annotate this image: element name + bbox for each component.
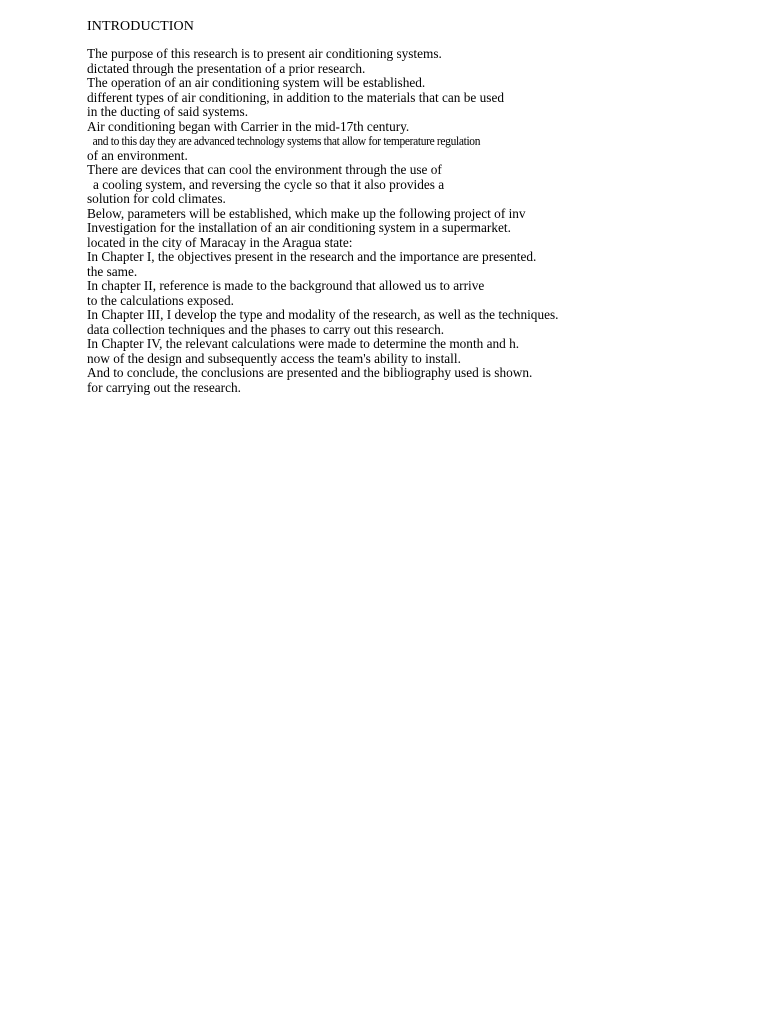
paragraph-line: a cooling system, and reversing the cycle so that it also provides a: [93, 176, 445, 192]
paragraph-line: data collection techniques and the phases to carry out this research.: [87, 321, 445, 337]
paragraph-line: the same.: [87, 263, 138, 279]
paragraph-line: and to this day they are advanced technology systems that allow for temperature regulation: [92, 134, 481, 148]
paragraph-line: In Chapter I, the objectives present in the research and the importance are presented.: [87, 249, 537, 264]
paragraph-line: in the ducting of said systems.: [87, 104, 249, 119]
paragraph-line: The operation of an air conditioning system will be established.: [87, 75, 426, 90]
paragraph-line: In chapter II, reference is made to the background that allowed us to arrive: [87, 278, 485, 293]
paragraph-line: The purpose of this research is to present air conditioning systems.: [87, 46, 442, 61]
paragraph-line: In Chapter III, I develop the type and modality of the research, as well as the techniques.: [87, 307, 559, 322]
paragraph-line: Air conditioning began with Carrier in the mid-17th century.: [87, 118, 410, 134]
paragraph-line: In Chapter IV, the relevant calculations were made to determine the month and h.: [87, 336, 520, 351]
paragraph-line: different types of air conditioning, in addition to the materials that can be used: [87, 89, 505, 105]
section-heading: INTRODUCTION: [87, 19, 194, 34]
paragraph-line: And to conclude, the conclusions are presented and the bibliography used is shown.: [87, 365, 533, 380]
paragraph-line: Below, parameters will be established, which make up the following project of inv: [87, 205, 526, 221]
paragraph-line: dictated through the presentation of a prior research.: [87, 60, 366, 76]
paragraph-line: Investigation for the installation of an air conditioning system in a supermarket.: [87, 220, 511, 235]
paragraph-line: of an environment.: [87, 147, 188, 163]
paragraph-line: to the calculations exposed.: [87, 292, 234, 308]
paragraph-line: now of the design and subsequently access the team's ability to install.: [87, 350, 461, 366]
paragraph-line: located in the city of Maracay in the Aragua state:: [87, 234, 353, 250]
introduction-body: [87, 47, 707, 395]
paragraph-line: There are devices that can cool the environment through the use of: [87, 162, 442, 177]
paragraph-line: for carrying out the research.: [87, 379, 241, 395]
paragraph-line: solution for cold climates.: [87, 191, 226, 206]
